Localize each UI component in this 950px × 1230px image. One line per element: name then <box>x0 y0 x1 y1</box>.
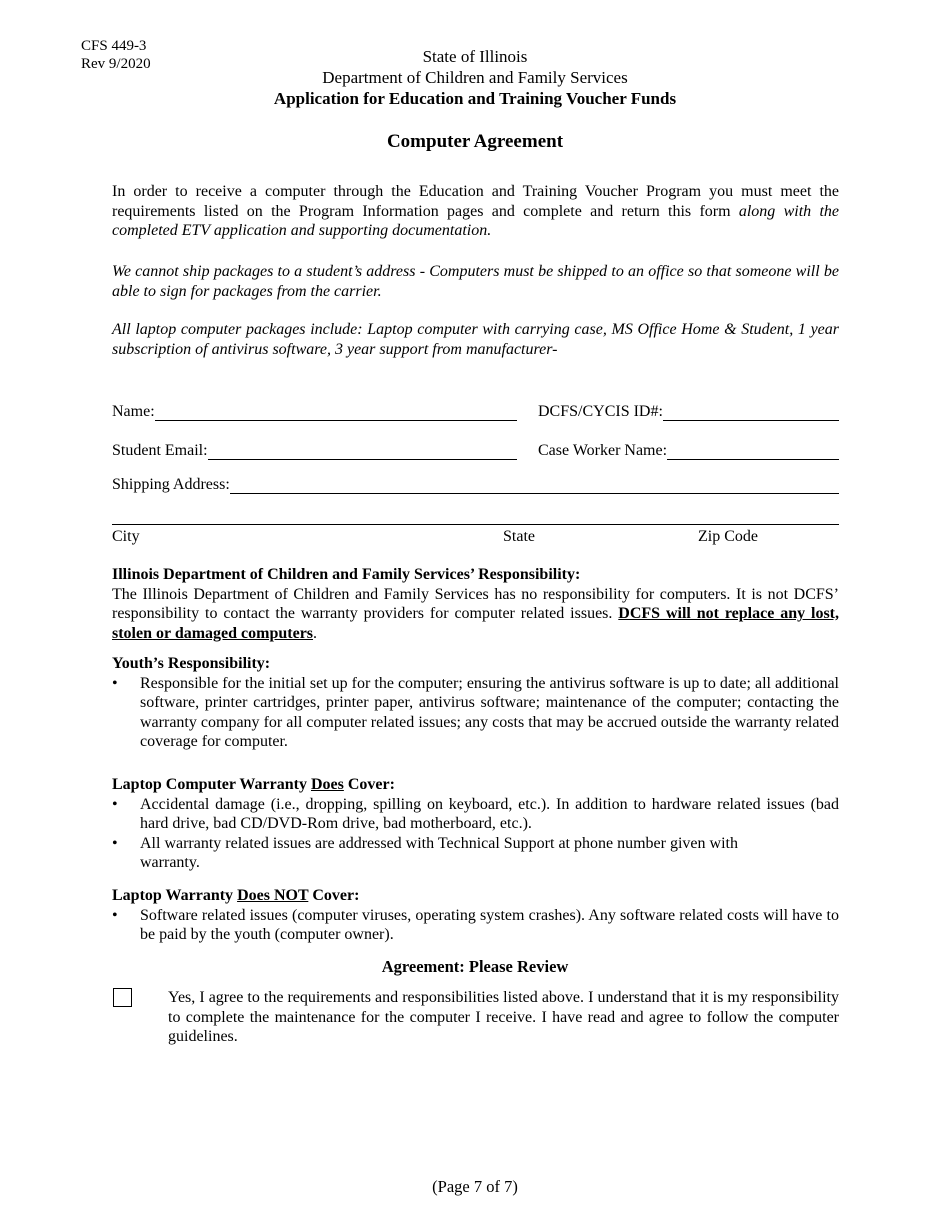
does-cover-heading <box>112 775 839 795</box>
dcfs-text: The Illinois Department of Children and Family Services has no responsibility for computers. It is not DCFS’ responsibility to contact the warranty providers for computer related issues. <box>112 585 839 622</box>
header-department: Department of Children and Family Services <box>322 68 628 87</box>
youth-list <box>112 674 839 752</box>
id-field[interactable] <box>538 403 839 421</box>
shipping-label: Shipping Address: <box>112 476 230 493</box>
not-cover-heading <box>112 886 839 906</box>
not-cover-heading-post: Cover: <box>308 887 360 904</box>
not-cover-heading-pre: Laptop Warranty <box>112 887 238 904</box>
id-label: DCFS/CYCIS ID#: <box>538 403 663 420</box>
caseworker-line[interactable] <box>667 445 839 460</box>
dcfs-end: . <box>313 624 318 642</box>
shipping-line[interactable] <box>230 479 839 494</box>
shipping-address-field[interactable] <box>112 476 839 494</box>
intro-paragraph-1 <box>112 182 839 241</box>
youth-heading: Youth’s Responsibility: <box>112 655 271 672</box>
agreement-heading: Agreement: Please Review <box>381 957 569 976</box>
dcfs-text-block <box>112 585 839 644</box>
list-item: • Accidental damage (i.e., dropping, spilling on keyboard, etc.). In addition to hardware related issues (bad hard drive, bad CD/DVD-Rom drive, bad motherboard, etc.). <box>112 795 839 834</box>
id-line[interactable] <box>663 406 839 421</box>
email-label: Student Email: <box>112 442 208 459</box>
header-state: State of Illinois <box>422 47 528 66</box>
dcfs-emphasis: DCFS will not replace any lost, stolen or damaged computers <box>112 605 839 642</box>
intro-paragraph-2: We cannot ship packages to a student’s address - Computers must be shipped to an office so that someone will be able to sign for packages from the carrier. <box>112 263 839 300</box>
intro-paragraph-3: All laptop computer packages include: Laptop computer with carrying case, MS Office Home & Student, 1 year subscription of antivirus software, 3 year support from manufacturer- <box>112 321 839 358</box>
list-item: • Responsible for the initial set up for the computer; ensuring the antivirus software is up to date; all additional software, printer cartridges, printer paper, antivirus software; maintenance of the computer; contacting the warranty company for all computer related issues; any costs that may be accrued outside the warranty related coverage for computer. <box>112 674 839 752</box>
address-second-line[interactable] <box>112 524 839 525</box>
document-header <box>0 46 950 109</box>
page-number: (Page 7 of 7) <box>432 1177 518 1196</box>
caseworker-label: Case Worker Name: <box>538 442 668 459</box>
does-cover-heading-pre: Laptop Computer Warranty <box>112 776 311 793</box>
email-line[interactable] <box>208 445 517 460</box>
state-label: State <box>503 528 535 545</box>
dcfs-heading: Illinois Department of Children and Family Services’ Responsibility: <box>112 566 581 583</box>
header-application: Application for Education and Training Voucher Funds <box>273 89 677 108</box>
warranty-does-cover-section <box>112 775 839 873</box>
dcfs-responsibility-section <box>112 565 839 643</box>
name-field[interactable] <box>112 403 517 421</box>
caseworker-field[interactable] <box>538 442 839 460</box>
does-cover-list <box>112 795 839 873</box>
youth-responsibility-section <box>112 654 839 752</box>
does-cover-heading-post: Cover: <box>343 776 395 793</box>
agreement-text: Yes, I agree to the requirements and responsibilities listed above. I understand that it is my responsibility to complete the maintenance for the computer I receive. I have read and agree to follow the computer guidelines. <box>168 989 839 1045</box>
agreement-checkbox[interactable] <box>113 988 132 1007</box>
list-item: • All warranty related issues are addressed with Technical Support at phone number given with warranty. <box>112 834 839 873</box>
not-cover-heading-underlined: Does NOT <box>237 887 309 904</box>
not-cover-list <box>112 906 839 945</box>
city-label: City <box>112 528 140 545</box>
intro-text: In order to receive a computer through the Education and Training Voucher Program you must meet the requirements listed on the Program Information pages and complete and return this form <box>112 183 839 220</box>
form-revision: Rev 9/2020 <box>81 56 151 72</box>
list-item: • Software related issues (computer viruses, operating system crashes). Any software related costs will have to be paid by the youth (computer owner). <box>112 906 839 945</box>
email-field[interactable] <box>112 442 517 460</box>
form-code: CFS 449-3 <box>81 38 147 54</box>
page-title: Computer Agreement <box>386 131 564 152</box>
warranty-not-cover-section <box>112 886 839 945</box>
intro-italic-text: along with the completed ETV application and supporting documentation. <box>112 202 839 239</box>
does-cover-heading-underlined: Does <box>310 776 344 793</box>
name-label: Name: <box>112 403 155 420</box>
name-line[interactable] <box>155 406 517 421</box>
zip-label: Zip Code <box>698 528 758 545</box>
